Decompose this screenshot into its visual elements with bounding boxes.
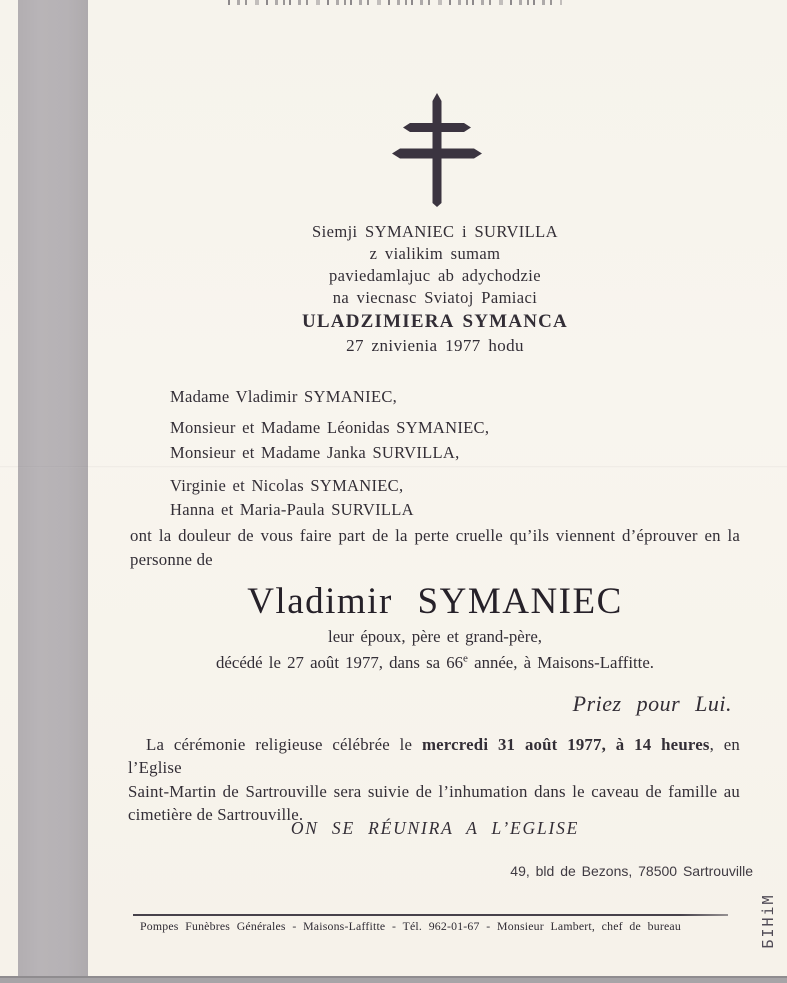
footer-divider bbox=[133, 914, 728, 916]
relative-line: Virginie et Nicolas SYMANIEC, bbox=[170, 476, 404, 495]
ordinal-superscript: e bbox=[463, 652, 468, 665]
ceremony-text: , en l’Eglise bbox=[128, 735, 741, 778]
death-place-text: année, à Maisons-Laffitte. bbox=[467, 653, 654, 672]
belarusian-death-date: 27 znivienia 1977 hodu bbox=[346, 336, 524, 355]
scan-edge-bar bbox=[0, 976, 787, 983]
belarusian-announcement-block bbox=[130, 221, 740, 357]
archive-stamp-text: БІНіМ bbox=[759, 892, 777, 949]
relatives-list bbox=[170, 386, 489, 521]
belarusian-line: Siemji SYMANIEC i SURVILLA bbox=[312, 222, 558, 241]
ceremony-text: La cérémonie religieuse célébrée le bbox=[146, 735, 422, 754]
prayer-line: Priez pour Lui. bbox=[572, 691, 732, 716]
cut-off-print-fragment bbox=[228, 0, 562, 5]
deceased-name: Vladimir SYMANIEC bbox=[247, 581, 623, 622]
death-date-line bbox=[130, 652, 740, 674]
ceremony-date-bold: mercredi 31 août 1977, à 14 heures bbox=[421, 735, 710, 754]
patriarchal-cross-icon bbox=[388, 92, 486, 210]
death-date-text: décédé le 27 août 1977, dans sa 66 bbox=[216, 653, 464, 672]
announcement-intro bbox=[130, 524, 740, 572]
belarusian-line: na viecnasc Sviatoj Pamiaci bbox=[332, 288, 538, 307]
ceremony-paragraph bbox=[128, 733, 740, 827]
ceremony-line-1 bbox=[128, 733, 740, 780]
relative-line: Monsieur et Madame Janka SURVILLA, bbox=[170, 443, 460, 462]
relative-line: Madame Vladimir SYMANIEC, bbox=[170, 387, 398, 406]
relative-line: Monsieur et Madame Léonidas SYMANIEC, bbox=[170, 418, 490, 437]
left-binding-stripe bbox=[18, 0, 88, 977]
intro-line-1: ont la douleur de vous faire part de la perte cruelle qu’ils viennent d’éprouver en la bbox=[130, 526, 740, 545]
belarusian-line: paviedamlajuc ab adychodzie bbox=[329, 266, 541, 285]
intro-line-2: personne de bbox=[130, 550, 213, 569]
funeral-home-line: Pompes Funèbres Générales - Maisons-Laffitte - Tél. 962-01-67 - Monsieur Lambert, chef de bureau bbox=[140, 919, 681, 933]
belarusian-line: z vialikim sumam bbox=[369, 244, 501, 263]
relative-line: Hanna et Maria-Paula SURVILLA bbox=[170, 500, 414, 519]
ceremony-line-2: Saint-Martin de Sartrouville sera suivie de l’inhumation dans le caveau de famille au bbox=[128, 781, 740, 801]
archive-stamp bbox=[748, 873, 787, 968]
church-address: 49, bld de Bezons, 78500 Sartrouville bbox=[510, 863, 753, 879]
meeting-notice: ON SE RÉUNIRA A L’EGLISE bbox=[290, 818, 580, 838]
ceremony-line-3: cimetière de Sartrouville. bbox=[128, 805, 304, 825]
relationship-line: leur époux, père et grand-père, bbox=[328, 627, 542, 646]
belarusian-deceased-name: ULADZIMIERA SYMANCA bbox=[302, 311, 568, 332]
